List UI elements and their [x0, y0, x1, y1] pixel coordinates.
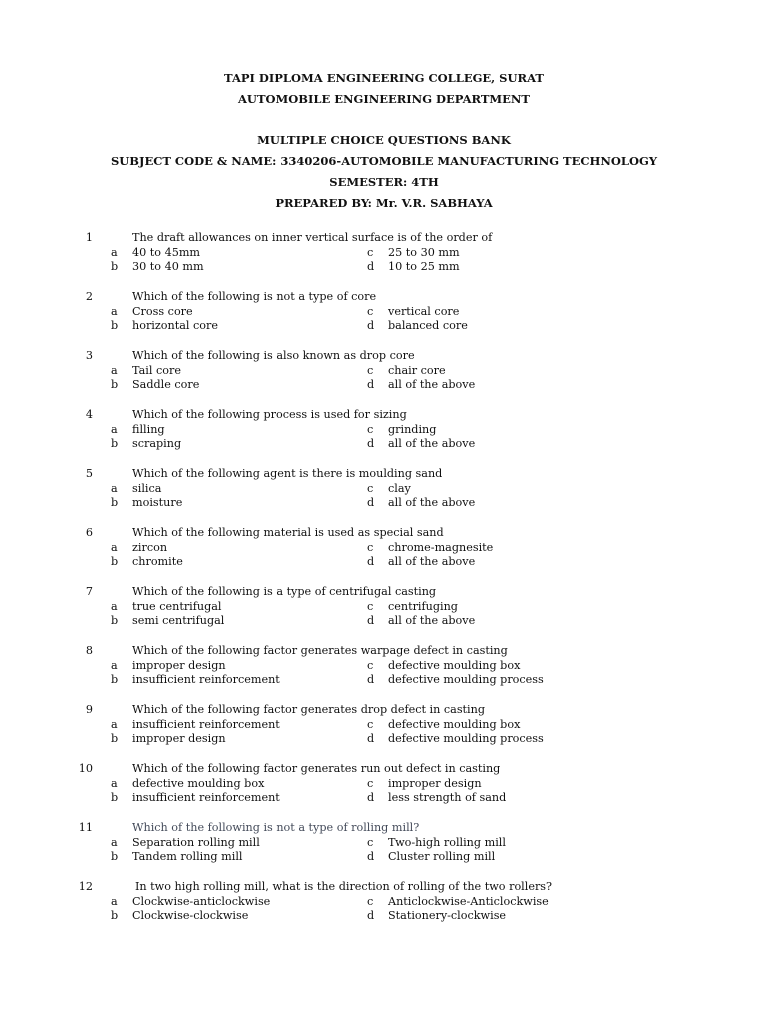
question-number: 7 [85, 585, 93, 598]
option-row [0, 246, 768, 261]
option-letter-d: d [367, 496, 375, 510]
option-letter-b: b [111, 850, 119, 864]
option-letter-d: d [367, 378, 375, 392]
question-list [0, 231, 768, 939]
option-b: horizontal core [132, 319, 218, 333]
option-a: defective moulding box [132, 776, 265, 790]
question-text: The draft allowances on inner vertical surface is of the order of [132, 231, 493, 244]
document-header [0, 68, 768, 214]
question-row [0, 880, 768, 895]
option-d: Cluster rolling mill [388, 850, 496, 864]
option-a: Cross core [132, 304, 193, 318]
question-item [0, 408, 768, 467]
question-row [0, 408, 768, 423]
option-d: defective moulding process [388, 732, 544, 746]
question-text: Which of the following agent is there is moulding sand [132, 467, 443, 480]
bank-title: MULTIPLE CHOICE QUESTIONS BANK [257, 133, 511, 147]
question-number: 12 [78, 880, 93, 893]
option-letter-d: d [367, 909, 375, 923]
option-b: Clockwise-clockwise [132, 909, 249, 923]
option-letter-d: d [367, 260, 375, 274]
option-letter-c: c [367, 776, 374, 790]
option-letter-d: d [367, 437, 375, 451]
option-letter-c: c [367, 658, 374, 672]
question-item [0, 467, 768, 526]
option-letter-d: d [367, 850, 375, 864]
option-row [0, 423, 768, 438]
option-row [0, 673, 768, 688]
option-row [0, 909, 768, 924]
question-row [0, 290, 768, 305]
option-letter-c: c [367, 245, 374, 259]
option-d: all of the above [388, 555, 476, 569]
question-item [0, 880, 768, 939]
option-letter-c: c [367, 540, 374, 554]
option-c: centrifuging [388, 599, 458, 613]
question-row [0, 467, 768, 482]
option-letter-d: d [367, 673, 375, 687]
option-c: improper design [388, 776, 482, 790]
option-c: Anticlockwise-Anticlockwise [388, 894, 549, 908]
option-b: improper design [132, 732, 226, 746]
option-letter-a: a [111, 599, 118, 613]
option-b: Tandem rolling mill [132, 850, 243, 864]
option-a: Separation rolling mill [132, 835, 260, 849]
option-letter-d: d [367, 732, 375, 746]
option-c: defective moulding box [388, 717, 521, 731]
question-item [0, 349, 768, 408]
option-row [0, 791, 768, 806]
question-row [0, 526, 768, 541]
college-name: TAPI DIPLOMA ENGINEERING COLLEGE, SURAT [224, 71, 544, 85]
option-c: vertical core [388, 304, 460, 318]
option-letter-b: b [111, 378, 119, 392]
option-row [0, 718, 768, 733]
question-number: 11 [78, 821, 93, 834]
question-number: 3 [85, 349, 93, 362]
option-b: scraping [132, 437, 182, 451]
question-item [0, 644, 768, 703]
option-letter-d: d [367, 614, 375, 628]
question-item [0, 821, 768, 880]
question-row [0, 644, 768, 659]
option-d: defective moulding process [388, 673, 544, 687]
option-b: chromite [132, 555, 183, 569]
option-row [0, 836, 768, 851]
option-a: filling [132, 422, 165, 436]
option-letter-c: c [367, 717, 374, 731]
question-item [0, 526, 768, 585]
option-b: 30 to 40 mm [132, 260, 204, 274]
question-number: 2 [85, 290, 93, 303]
question-text: Which of the following factor generates run out defect in casting [132, 762, 501, 775]
option-row [0, 437, 768, 452]
option-row [0, 541, 768, 556]
question-item [0, 585, 768, 644]
option-c: chrome-magnesite [388, 540, 494, 554]
option-row [0, 496, 768, 511]
option-letter-a: a [111, 717, 118, 731]
option-letter-d: d [367, 555, 375, 569]
question-item [0, 703, 768, 762]
option-letter-d: d [367, 791, 375, 805]
question-row [0, 821, 768, 836]
option-b: insufficient reinforcement [132, 673, 280, 687]
question-text: Which of the following material is used as special sand [132, 526, 444, 539]
option-a: silica [132, 481, 162, 495]
prepared-by-line: PREPARED BY: Mr. V.R. SABHAYA [275, 196, 493, 210]
option-a: zircon [132, 540, 168, 554]
option-letter-a: a [111, 245, 118, 259]
question-item [0, 762, 768, 821]
option-letter-c: c [367, 481, 374, 495]
option-row [0, 378, 768, 393]
option-letter-b: b [111, 555, 119, 569]
option-letter-c: c [367, 363, 374, 377]
option-row [0, 364, 768, 379]
department-name: AUTOMOBILE ENGINEERING DEPARTMENT [238, 92, 530, 106]
question-item [0, 231, 768, 290]
option-a: Clockwise-anticlockwise [132, 894, 271, 908]
option-letter-b: b [111, 909, 119, 923]
question-text: Which of the following process is used for sizing [132, 408, 407, 421]
option-d: balanced core [388, 319, 468, 333]
option-b: moisture [132, 496, 183, 510]
question-text: Which of the following factor generates drop defect in casting [132, 703, 485, 716]
question-row [0, 762, 768, 777]
question-row [0, 349, 768, 364]
option-a: insufficient reinforcement [132, 717, 280, 731]
option-row [0, 260, 768, 275]
option-d: Stationery-clockwise [388, 909, 507, 923]
option-d: all of the above [388, 614, 476, 628]
option-row [0, 600, 768, 615]
option-letter-c: c [367, 599, 374, 613]
option-d: less strength of sand [388, 791, 507, 805]
option-d: all of the above [388, 437, 476, 451]
option-a: improper design [132, 658, 226, 672]
option-a: 40 to 45mm [132, 245, 201, 259]
option-c: clay [388, 481, 411, 495]
option-row [0, 319, 768, 334]
question-number: 6 [85, 526, 93, 539]
option-b: Saddle core [132, 378, 200, 392]
option-row [0, 305, 768, 320]
option-letter-a: a [111, 304, 118, 318]
option-letter-a: a [111, 363, 118, 377]
option-letter-c: c [367, 894, 374, 908]
option-letter-b: b [111, 319, 119, 333]
option-d: all of the above [388, 496, 476, 510]
question-number: 10 [78, 762, 93, 775]
option-letter-a: a [111, 658, 118, 672]
option-b: insufficient reinforcement [132, 791, 280, 805]
question-number: 9 [85, 703, 93, 716]
option-row [0, 482, 768, 497]
option-letter-c: c [367, 304, 374, 318]
option-row [0, 614, 768, 629]
question-row [0, 703, 768, 718]
option-d: 10 to 25 mm [388, 260, 460, 274]
option-a: true centrifugal [132, 599, 222, 613]
option-letter-b: b [111, 791, 119, 805]
question-number: 5 [85, 467, 93, 480]
question-item [0, 290, 768, 349]
option-letter-c: c [367, 422, 374, 436]
question-text: Which of the following is not a type of rolling mill? [132, 821, 420, 834]
question-number: 8 [85, 644, 93, 657]
option-letter-b: b [111, 673, 119, 687]
option-letter-b: b [111, 732, 119, 746]
option-letter-a: a [111, 422, 118, 436]
option-c: grinding [388, 422, 437, 436]
question-row [0, 585, 768, 600]
option-row [0, 777, 768, 792]
option-row [0, 850, 768, 865]
question-text: Which of the following is not a type of core [132, 290, 377, 303]
option-letter-a: a [111, 776, 118, 790]
option-a: Tail core [132, 363, 181, 377]
question-text: In two high rolling mill, what is the direction of rolling of the two rollers? [135, 880, 553, 893]
question-number: 1 [85, 231, 93, 244]
option-d: all of the above [388, 378, 476, 392]
question-text: Which of the following is a type of centrifugal casting [132, 585, 437, 598]
option-row [0, 659, 768, 674]
option-row [0, 895, 768, 910]
question-text: Which of the following factor generates warpage defect in casting [132, 644, 508, 657]
option-letter-b: b [111, 614, 119, 628]
subject-line: SUBJECT CODE & NAME: 3340206-AUTOMOBILE MANUFACTURING TECHNOLOGY [110, 154, 658, 168]
question-text: Which of the following is also known as drop core [132, 349, 415, 362]
option-letter-d: d [367, 319, 375, 333]
option-letter-a: a [111, 540, 118, 554]
option-letter-c: c [367, 835, 374, 849]
option-b: semi centrifugal [132, 614, 225, 628]
option-letter-b: b [111, 260, 119, 274]
question-number: 4 [85, 408, 93, 421]
option-c: Two-high rolling mill [388, 835, 506, 849]
option-row [0, 555, 768, 570]
question-row [0, 231, 768, 246]
option-c: chair core [388, 363, 446, 377]
option-letter-a: a [111, 481, 118, 495]
option-c: defective moulding box [388, 658, 521, 672]
option-row [0, 732, 768, 747]
semester-line: SEMESTER: 4TH [329, 175, 439, 189]
option-letter-a: a [111, 894, 118, 908]
option-letter-b: b [111, 496, 119, 510]
option-letter-b: b [111, 437, 119, 451]
option-c: 25 to 30 mm [388, 245, 460, 259]
option-letter-a: a [111, 835, 118, 849]
